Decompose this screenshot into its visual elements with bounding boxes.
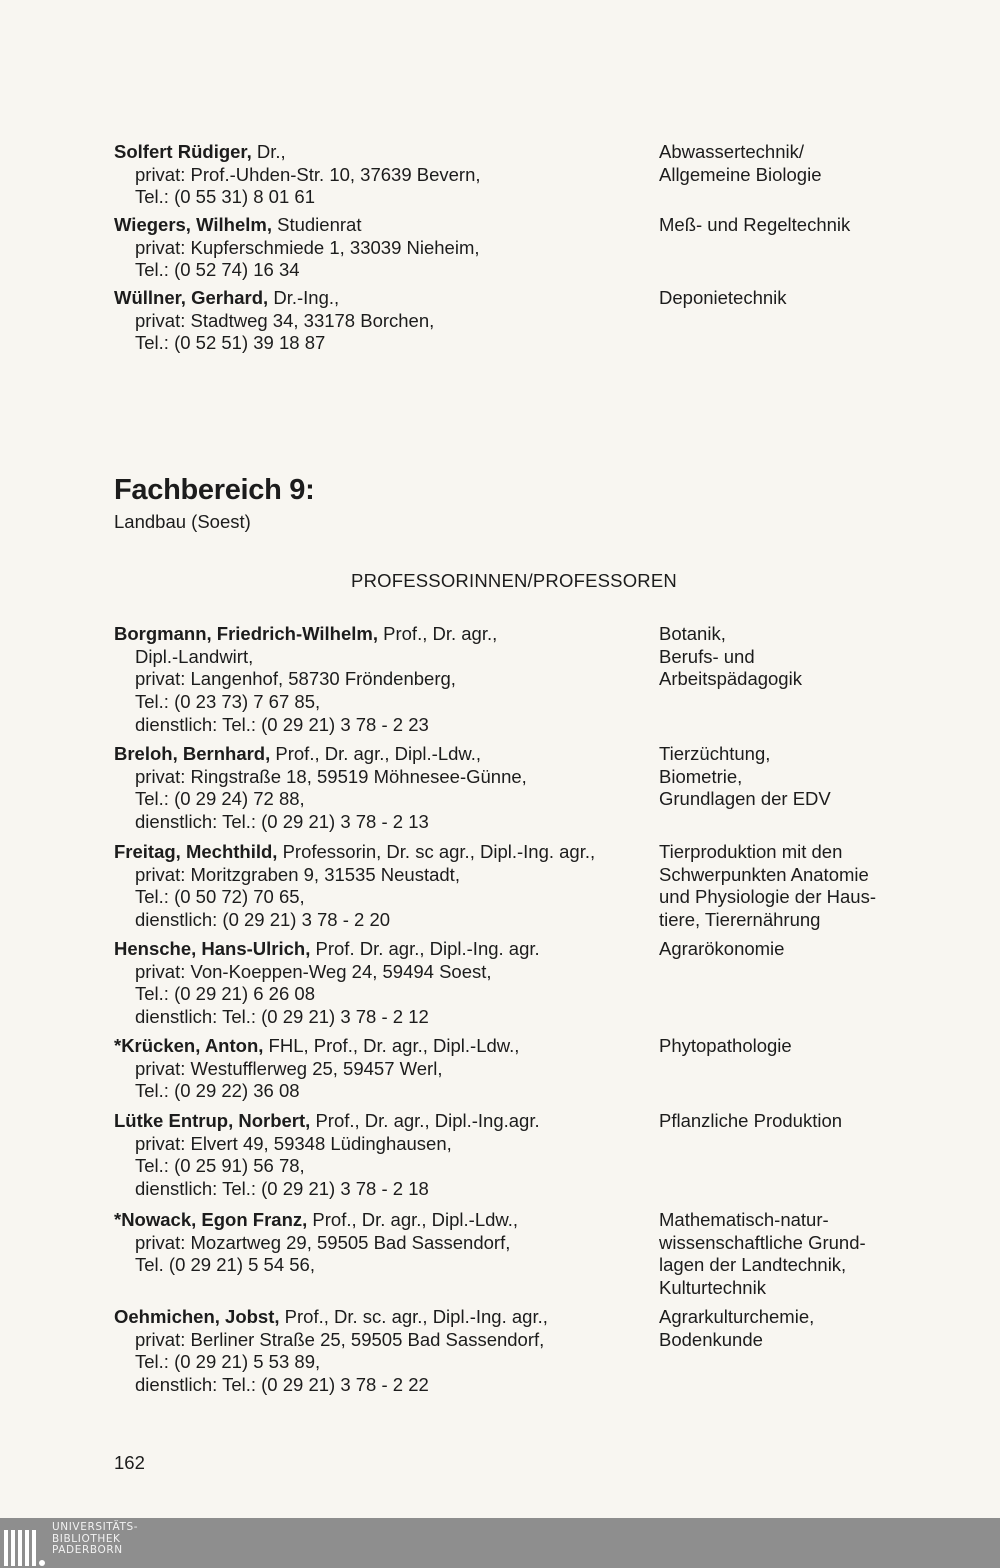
entry-detail-line: Tel.: (0 52 74) 16 34 xyxy=(135,259,300,281)
entry-detail-line: dienstlich: Tel.: (0 29 21) 3 78 - 2 18 xyxy=(135,1178,429,1200)
subject-line: lagen der Landtechnik, xyxy=(659,1254,847,1276)
section-subheading: Landbau (Soest) xyxy=(114,511,251,532)
entry-subjects xyxy=(659,743,989,811)
entry-name-line xyxy=(114,1209,654,1232)
entry-subjects xyxy=(659,1306,989,1351)
entry-detail-line: Tel.: (0 55 31) 8 01 61 xyxy=(135,186,315,208)
entry-details xyxy=(114,141,654,209)
person-name: Wüllner, Gerhard, xyxy=(114,287,269,308)
entry-subjects xyxy=(659,1209,989,1300)
entry-details xyxy=(114,743,654,834)
entry-name-line xyxy=(114,287,654,310)
entry-detail-line: Dipl.-Landwirt, xyxy=(135,645,254,667)
person-title: Professorin, Dr. sc agr., Dipl.-Ing. agr., xyxy=(277,841,596,862)
logo-line: PADERBORN xyxy=(52,1544,123,1556)
person-name: Freitag, Mechthild, xyxy=(114,841,278,862)
person-name: Wiegers, Wilhelm, xyxy=(114,214,272,235)
page-number: 162 xyxy=(114,1452,145,1473)
entry-detail-line: privat: Prof.-Uhden-Str. 10, 37639 Bevern, xyxy=(135,163,481,185)
entry-name-line xyxy=(114,1306,654,1329)
entry-subjects xyxy=(659,623,989,691)
person-name: Breloh, Bernhard, xyxy=(114,743,271,764)
subject-line: Bodenkunde xyxy=(659,1328,763,1350)
entry-detail-line: Tel.: (0 29 22) 36 08 xyxy=(135,1080,300,1102)
person-title: FHL, Prof., Dr. agr., Dipl.-Ldw., xyxy=(263,1035,520,1056)
entry-subjects xyxy=(659,287,989,310)
entry-details xyxy=(114,1306,654,1397)
library-bars-icon xyxy=(2,1520,46,1566)
subject-line: Pflanzliche Produktion xyxy=(659,1110,843,1131)
entry-detail-line: Tel.: (0 25 91) 56 78, xyxy=(135,1155,305,1177)
entry-name-line xyxy=(114,214,654,237)
entry-details xyxy=(114,623,654,737)
subject-line: Tierzüchtung, xyxy=(659,743,771,764)
entry-detail-line: privat: Langenhof, 58730 Fröndenberg, xyxy=(135,668,456,690)
person-title: Studienrat xyxy=(271,214,362,235)
person-title: Prof., Dr. agr., Dipl.-Ldw., xyxy=(270,743,482,764)
entry-detail-line: dienstlich: Tel.: (0 29 21) 3 78 - 2 13 xyxy=(135,811,429,833)
entry-detail-line: privat: Kupferschmiede 1, 33039 Nieheim, xyxy=(135,236,480,258)
entry-detail-line: privat: Von-Koeppen-Weg 24, 59494 Soest, xyxy=(135,960,492,982)
entry-name-line xyxy=(114,1035,654,1058)
entry-details xyxy=(114,287,654,355)
person-name: Borgmann, Friedrich-Wilhelm, xyxy=(114,623,378,644)
person-name: *Krücken, Anton, xyxy=(114,1035,264,1056)
person-title: Prof., Dr. agr., xyxy=(378,623,498,644)
subject-line: Agrarkulturchemie, xyxy=(659,1306,815,1327)
subject-line: Meß- und Regeltechnik xyxy=(659,214,851,235)
subject-line: Grundlagen der EDV xyxy=(659,788,831,810)
person-name: Hensche, Hans-Ulrich, xyxy=(114,938,311,959)
person-name: Solfert Rüdiger, xyxy=(114,141,252,162)
logo-line: UNIVERSITÄTS- xyxy=(52,1521,139,1533)
subject-line: Agrarökonomie xyxy=(659,938,785,959)
subject-line: Schwerpunkten Anatomie xyxy=(659,863,869,885)
section-heading: Fachbereich 9: xyxy=(114,474,315,506)
entry-subjects xyxy=(659,1110,989,1133)
person-title: Prof., Dr. agr., Dipl.-Ing.agr. xyxy=(310,1110,540,1131)
entry-name-line xyxy=(114,743,654,766)
entry-name-line xyxy=(114,141,654,164)
entry-subjects xyxy=(659,141,989,186)
entry-detail-line: Tel. (0 29 21) 5 54 56, xyxy=(135,1254,315,1276)
entry-subjects xyxy=(659,1035,989,1058)
subject-line: Biometrie, xyxy=(659,765,743,787)
library-logo-text xyxy=(52,1522,138,1557)
entry-details xyxy=(114,1035,654,1103)
library-footer-bar xyxy=(0,1518,1000,1568)
entry-details xyxy=(114,214,654,282)
entry-name-line xyxy=(114,623,654,646)
subject-line: und Physiologie der Haus- xyxy=(659,886,876,908)
subject-line: Tierproduktion mit den xyxy=(659,841,843,862)
entry-detail-line: dienstlich: (0 29 21) 3 78 - 2 20 xyxy=(135,909,391,931)
entry-detail-line: privat: Ringstraße 18, 59519 Möhnesee-Günne, xyxy=(135,765,527,787)
entry-detail-line: privat: Moritzgraben 9, 31535 Neustadt, xyxy=(135,863,460,885)
entry-detail-line: Tel.: (0 29 24) 72 88, xyxy=(135,788,305,810)
entry-detail-line: Tel.: (0 29 21) 5 53 89, xyxy=(135,1351,321,1373)
subject-line: Abwassertechnik/ xyxy=(659,141,804,162)
subject-line: Berufs- und xyxy=(659,645,755,667)
entry-name-line xyxy=(114,938,654,961)
person-title: Dr., xyxy=(251,141,286,162)
logo-line: BIBLIOTHEK xyxy=(52,1532,121,1545)
subject-line: Allgemeine Biologie xyxy=(659,163,822,185)
person-name: Oehmichen, Jobst, xyxy=(114,1306,280,1327)
subject-line: Mathematisch-natur- xyxy=(659,1209,829,1230)
entry-name-line xyxy=(114,1110,654,1133)
subject-line: tiere, Tierernährung xyxy=(659,909,821,931)
entry-subjects xyxy=(659,214,989,237)
person-title: Prof., Dr. agr., Dipl.-Ldw., xyxy=(307,1209,519,1230)
entry-detail-line: Tel.: (0 52 51) 39 18 87 xyxy=(135,332,326,354)
subject-line: Phytopathologie xyxy=(659,1035,792,1056)
entry-details xyxy=(114,1209,654,1277)
entry-details xyxy=(114,938,654,1029)
entry-detail-line: Tel.: (0 50 72) 70 65, xyxy=(135,886,305,908)
entry-detail-line: privat: Mozartweg 29, 59505 Bad Sassendorf, xyxy=(135,1231,511,1253)
entry-detail-line: privat: Berliner Straße 25, 59505 Bad Sassendorf, xyxy=(135,1328,545,1350)
person-title: Dr.-Ing., xyxy=(268,287,340,308)
entry-subjects xyxy=(659,938,989,961)
subject-line: Deponietechnik xyxy=(659,287,787,308)
subject-line: Botanik, xyxy=(659,623,726,644)
entry-subjects xyxy=(659,841,989,932)
entry-detail-line: privat: Elvert 49, 59348 Lüdinghausen, xyxy=(135,1132,452,1154)
entry-detail-line: Tel.: (0 23 73) 7 67 85, xyxy=(135,691,321,713)
entry-detail-line: dienstlich: Tel.: (0 29 21) 3 78 - 2 12 xyxy=(135,1006,429,1028)
entry-details xyxy=(114,1110,654,1201)
entry-detail-line: privat: Stadtweg 34, 33178 Borchen, xyxy=(135,309,435,331)
person-title: Prof., Dr. sc. agr., Dipl.-Ing. agr., xyxy=(279,1306,548,1327)
entry-detail-line: privat: Westufflerweg 25, 59457 Werl, xyxy=(135,1057,443,1079)
subject-line: Arbeitspädagogik xyxy=(659,668,802,690)
entry-name-line xyxy=(114,841,654,864)
person-title: Prof. Dr. agr., Dipl.-Ing. agr. xyxy=(310,938,540,959)
group-title: PROFESSORINNEN/PROFESSOREN xyxy=(351,570,677,591)
person-name: Lütke Entrup, Norbert, xyxy=(114,1110,311,1131)
subject-line: Kulturtechnik xyxy=(659,1277,766,1299)
subject-line: wissenschaftliche Grund- xyxy=(659,1231,866,1253)
entry-detail-line: dienstlich: Tel.: (0 29 21) 3 78 - 2 22 xyxy=(135,1374,429,1396)
entry-details xyxy=(114,841,654,932)
entry-detail-line: Tel.: (0 29 21) 6 26 08 xyxy=(135,983,315,1005)
entry-detail-line: dienstlich: Tel.: (0 29 21) 3 78 - 2 23 xyxy=(135,713,429,735)
person-name: *Nowack, Egon Franz, xyxy=(114,1209,308,1230)
